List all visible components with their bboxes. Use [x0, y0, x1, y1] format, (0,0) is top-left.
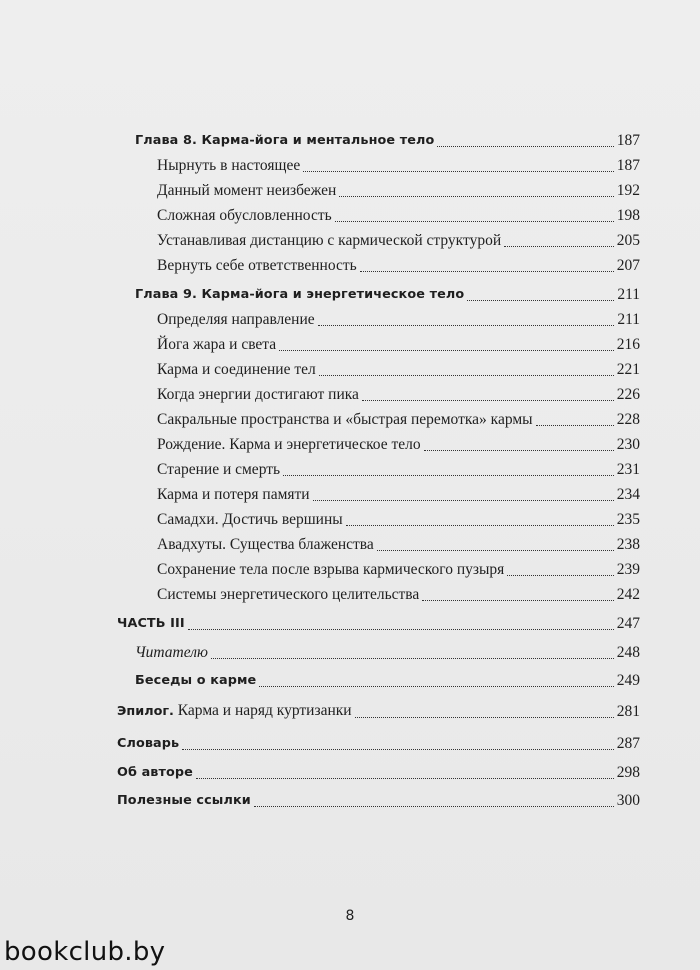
dot-leader [437, 145, 613, 147]
dot-leader [254, 805, 614, 807]
toc-entry-title: Об авторе [117, 765, 193, 780]
dot-leader [507, 574, 613, 576]
toc-entry-page: 187 [616, 157, 640, 174]
toc-entry-title: Читателю [135, 644, 208, 661]
toc-entry-title: ЧАСТЬ III [117, 616, 185, 631]
toc-entry-page: 235 [616, 511, 640, 528]
toc-entry-page: 198 [616, 207, 640, 224]
toc-entry-page: 247 [616, 615, 640, 632]
toc-entry-page: 300 [616, 792, 640, 809]
toc-entry-title [117, 701, 352, 722]
toc-entry-title: Карма и соединение тел [157, 361, 316, 378]
toc-entry-title: Системы энергетического целительства [157, 586, 420, 603]
dot-leader [360, 270, 614, 272]
dot-leader [346, 524, 614, 526]
toc-entry-title: Полезные ссылки [117, 793, 251, 808]
toc-reader [135, 643, 640, 663]
toc-entry [157, 435, 640, 455]
toc-entry-title: Словарь [117, 736, 180, 751]
toc-entry-page: 228 [616, 411, 640, 428]
dot-leader [504, 245, 614, 247]
toc-entry [157, 585, 640, 605]
toc-entry [157, 460, 640, 480]
dot-leader [279, 349, 614, 351]
toc-entry [157, 560, 640, 580]
toc-entry [157, 335, 640, 355]
toc-entry-title: Сложная обусловленность [157, 207, 332, 224]
toc-entry-title: Беседы о карме [135, 673, 257, 688]
toc-entry-title: Сохранение тела после взрыва кармического пузыря [157, 561, 505, 578]
toc-entry-title: Данный момент неизбежен [157, 182, 337, 199]
toc-entry-page: 192 [616, 182, 640, 199]
toc-entry-title: Рождение. Карма и энергетическое тело [157, 436, 421, 453]
dot-leader [467, 299, 614, 301]
toc-entry-page: 249 [616, 672, 640, 689]
toc-entry-title: Глава 9. Карма-йога и энергетическое тело [135, 287, 465, 302]
toc-about [117, 763, 640, 783]
toc-entry-page: 287 [616, 735, 640, 752]
toc-entry-title: Нырнуть в настоящее [157, 157, 301, 174]
epilogue-title: Карма и наряд куртизанки [177, 702, 352, 719]
toc-entry [157, 310, 640, 330]
toc-entry-page: 211 [617, 311, 640, 328]
dot-leader [313, 499, 614, 501]
toc-entry-page: 211 [617, 286, 640, 303]
dot-leader [211, 657, 614, 659]
dot-leader [259, 685, 613, 687]
dot-leader [188, 628, 614, 630]
dot-leader [196, 777, 614, 779]
dot-leader [536, 424, 614, 426]
toc-entry-page: 248 [616, 644, 640, 661]
toc-entry-page: 242 [616, 586, 640, 603]
toc-entry-title: Карма и потеря памяти [157, 486, 310, 503]
toc-entry [157, 231, 640, 251]
toc-entry-title: Глава 8. Карма-йога и ментальное тело [135, 133, 435, 148]
dot-leader [424, 449, 614, 451]
toc-entry-page: 187 [616, 132, 640, 149]
toc-entry [157, 485, 640, 505]
toc-entry [157, 510, 640, 530]
toc-entry [157, 256, 640, 276]
epilogue-label: Эпилог. [117, 704, 174, 719]
toc-chapter-8 [135, 131, 640, 151]
toc-entry-title: Авадхуты. Существа блаженства [157, 536, 374, 553]
toc-entry-title: Вернуть себе ответственность [157, 257, 357, 274]
toc-entry-title: Устанавливая дистанцию с кармической структурой [157, 232, 502, 249]
toc-entry-page: 298 [616, 764, 640, 781]
toc-chapter-9 [135, 285, 640, 305]
toc-entry-title: Определяя направление [157, 311, 315, 328]
toc-entry-page: 239 [616, 561, 640, 578]
toc-entry-page: 205 [616, 232, 640, 249]
page-number: 8 [345, 908, 355, 924]
dot-leader [362, 399, 614, 401]
dot-leader [377, 549, 614, 551]
toc-entry [157, 181, 640, 201]
toc-entry-page: 221 [616, 361, 640, 378]
toc-entry [157, 385, 640, 405]
toc-entry-page: 207 [616, 257, 640, 274]
toc-entry-page: 281 [616, 703, 640, 720]
dot-leader [339, 195, 613, 197]
toc-entry [157, 410, 640, 430]
toc-entry [157, 206, 640, 226]
toc-entry-page: 234 [616, 486, 640, 503]
toc-entry-title: Старение и смерть [157, 461, 281, 478]
dot-leader [318, 324, 615, 326]
toc-entry [157, 535, 640, 555]
dot-leader [319, 374, 614, 376]
dot-leader [182, 748, 614, 750]
toc-epilogue [117, 702, 640, 722]
toc-links [117, 791, 640, 811]
toc-entry-page: 238 [616, 536, 640, 553]
dot-leader [335, 220, 614, 222]
toc-entry [157, 156, 640, 176]
toc-entry-title: Когда энергии достигают пика [157, 386, 359, 403]
toc-glossary [117, 734, 640, 754]
site-watermark: bookclub.by [4, 937, 166, 967]
dot-leader [355, 716, 614, 718]
toc-talks [135, 671, 640, 691]
toc-entry-title: Самадхи. Достичь вершины [157, 511, 343, 528]
toc-entry-title: Сакральные пространства и «быстрая перемотка» кармы [157, 411, 533, 428]
toc-entry-page: 230 [616, 436, 640, 453]
toc-entry [157, 360, 640, 380]
dot-leader [303, 170, 614, 172]
toc-entry-page: 226 [616, 386, 640, 403]
dot-leader [422, 599, 613, 601]
toc-entry-page: 231 [616, 461, 640, 478]
dot-leader [283, 474, 614, 476]
toc-entry-title: Йога жара и света [157, 336, 277, 353]
toc-part-3 [117, 614, 640, 634]
toc-entry-page: 216 [616, 336, 640, 353]
